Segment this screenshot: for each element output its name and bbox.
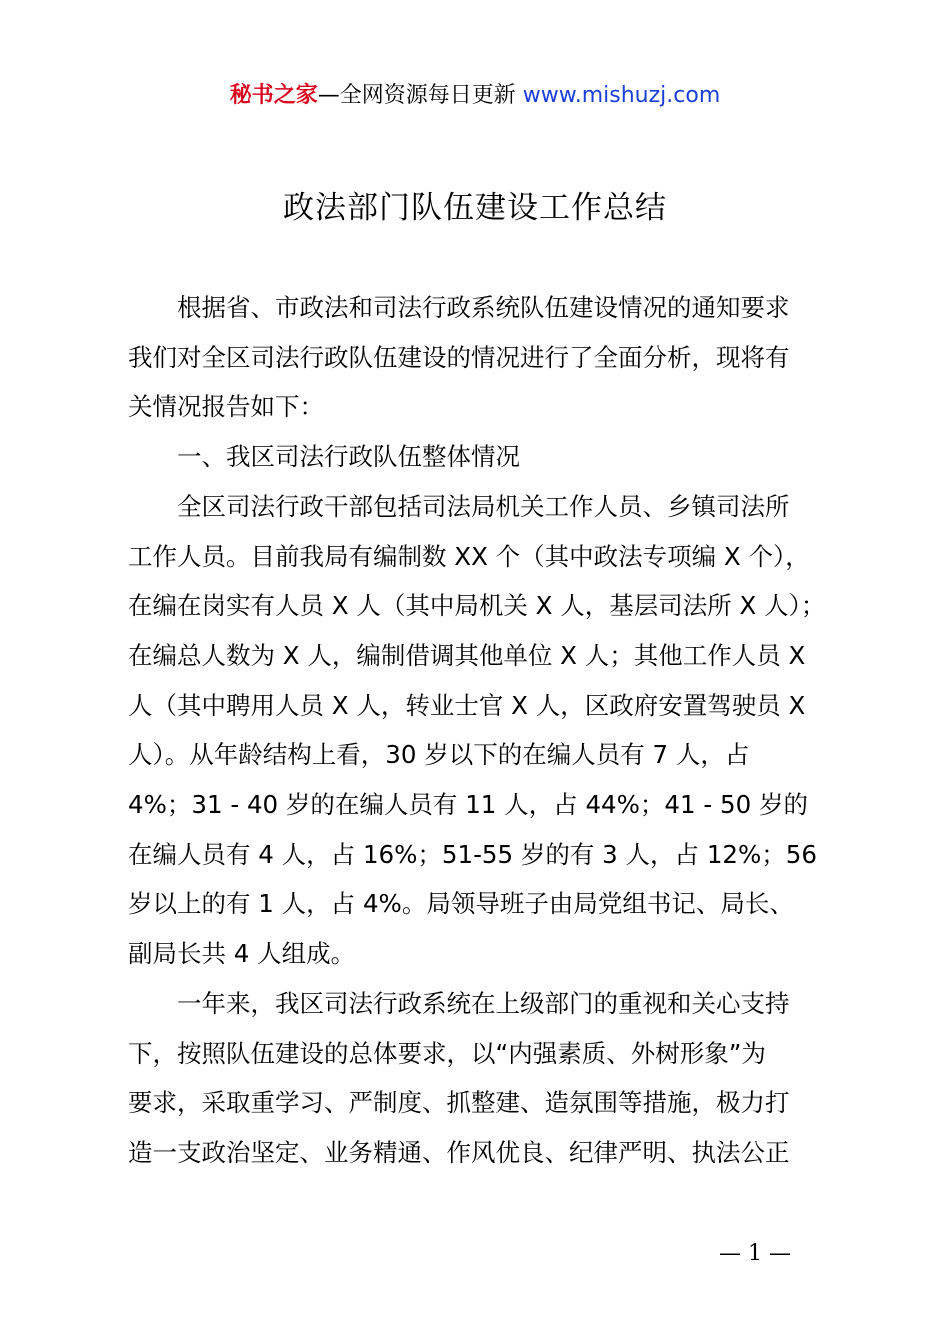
- text-line: 一年来，我区司法行政系统在上级部门的重视和关心支持: [177, 988, 790, 1018]
- text-line: 岁以上的有 1 人，占 4%。局领导班子由局党组书记、局长、: [128, 889, 794, 919]
- text-line: 全区司法行政干部包括司法局机关工作人员、乡镇司法所: [177, 491, 790, 521]
- page-number: — 1 —: [719, 1241, 791, 1266]
- header-tagline: —全网资源每日更新: [317, 83, 516, 108]
- text-line: 人）。从年龄结构上看，30 岁以下的在编人员有 7 人，占: [128, 740, 750, 770]
- site-url-link[interactable]: www.mishuzj.com: [522, 83, 721, 108]
- text-line: 4%；31 - 40 岁的在编人员有 11 人，占 44%；41 - 50 岁的: [128, 790, 808, 820]
- brand-name: 秘书之家: [229, 83, 318, 108]
- text-line: 关情况报告如下：: [128, 392, 324, 422]
- text-line: 一、我区司法行政队伍整体情况: [177, 442, 520, 472]
- text-line: 副局长共 4 人组成。: [128, 939, 356, 969]
- paragraph-intro: [128, 283, 840, 432]
- text-line: 在编总人数为 X 人，编制借调其他单位 X 人；其他工作人员 X: [128, 640, 806, 670]
- paragraph-achievements: [128, 979, 840, 1178]
- text-line: 在编在岗实有人员 X 人（其中局机关 X 人，基层司法所 X 人）；: [128, 591, 826, 621]
- paragraph-staffing: [128, 482, 840, 979]
- document-title: 政法部门队伍建设工作总结: [283, 190, 667, 226]
- text-line: 工作人员。目前我局有编制数 XX 个（其中政法专项编 X 个），: [128, 541, 810, 571]
- text-line: 根据省、市政法和司法行政系统队伍建设情况的通知要求: [177, 293, 790, 322]
- text-line: 要求，采取重学习、严制度、抓整建、造氛围等措施，极力打: [128, 1088, 790, 1118]
- text-line: 下，按照队伍建设的总体要求，以“内强素质、外树形象”为: [128, 1038, 766, 1068]
- text-line: 造一支政治坚定、业务精通、作风优良、纪律严明、执法公正: [128, 1137, 790, 1167]
- section-heading: [128, 432, 840, 482]
- text-line: 在编人员有 4 人，占 16%；51-55 岁的有 3 人，占 12%；56: [128, 839, 817, 869]
- text-line: 人（其中聘用人员 X 人，转业士官 X 人，区政府安置驾驶员 X: [128, 690, 806, 720]
- site-header: [0, 80, 950, 112]
- document-body: [128, 283, 840, 1178]
- text-line: 我们对全区司法行政队伍建设的情况进行了全面分析，现将有: [128, 342, 790, 372]
